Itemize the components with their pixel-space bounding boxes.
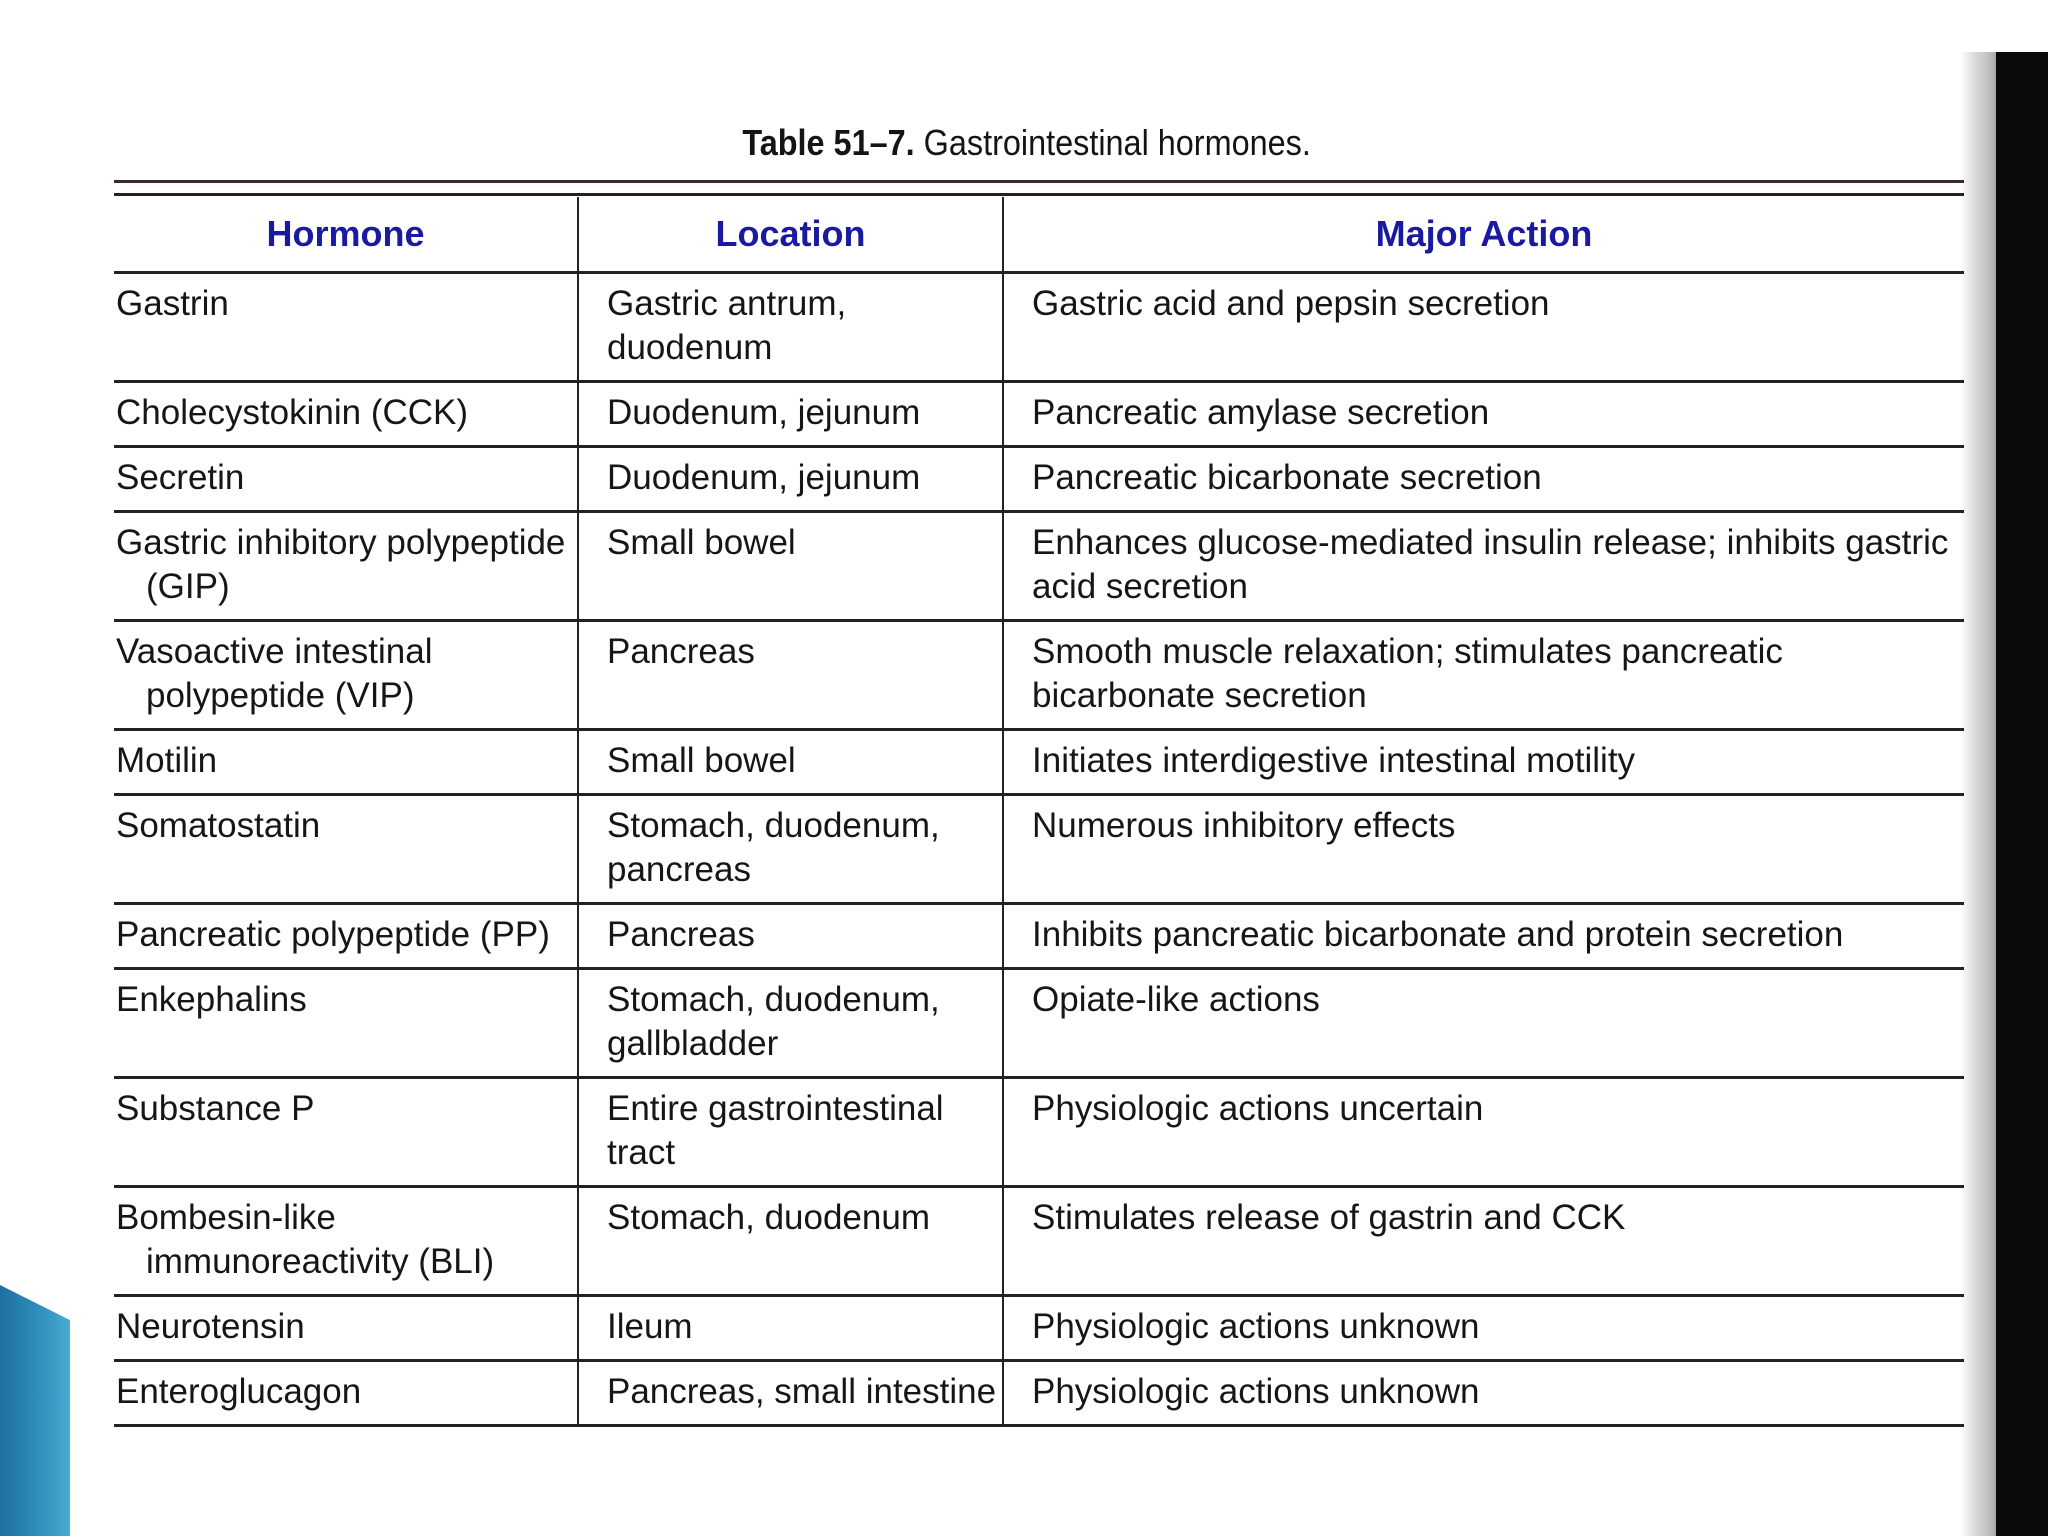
- hormone-cell-text: Motilin: [116, 741, 218, 780]
- table-row: [114, 795, 1964, 904]
- action-cell: [1003, 1078, 1964, 1187]
- location-cell-text: Pancreas: [607, 632, 755, 671]
- location-cell-text: Entire gastrointestinal tract: [607, 1089, 944, 1172]
- action-cell: [1003, 512, 1964, 621]
- table-row: [114, 904, 1964, 969]
- table-row: [114, 1361, 1964, 1426]
- location-cell: [578, 1361, 1003, 1426]
- hormone-cell-text: Substance P: [116, 1089, 315, 1128]
- action-cell: [1003, 382, 1964, 447]
- action-cell: [1003, 730, 1964, 795]
- table-row: [114, 730, 1964, 795]
- location-cell-text: Pancreas: [607, 915, 755, 954]
- table-header-row: [114, 197, 1964, 273]
- action-cell-text: Initiates interdigestive intestinal motility: [1032, 741, 1636, 780]
- title-rule-bottom: [114, 193, 1964, 196]
- book-spine: [1996, 52, 2048, 1536]
- table-body: [114, 273, 1964, 1426]
- hormone-cell-text: Vasoactive intestinal polypeptide (VIP): [116, 632, 433, 715]
- hormone-cell-text: Neurotensin: [116, 1307, 305, 1346]
- table-row: [114, 447, 1964, 512]
- header-hormone: Hormone: [114, 197, 578, 273]
- location-cell: [578, 621, 1003, 730]
- table-row: [114, 969, 1964, 1078]
- slide-accent-shape: [0, 1285, 70, 1536]
- location-cell: [578, 969, 1003, 1078]
- location-cell: [578, 904, 1003, 969]
- table-caption: Gastrointestinal hormones.: [923, 122, 1311, 163]
- location-cell: [578, 382, 1003, 447]
- table-row: [114, 512, 1964, 621]
- hormone-cell-text: Cholecystokinin (CCK): [116, 393, 469, 432]
- table-number: Table 51–7.: [742, 122, 915, 163]
- title-rule-top: [114, 180, 1964, 183]
- hormone-cell-text: Secretin: [116, 458, 245, 497]
- hormone-cell: [114, 273, 578, 382]
- action-cell: [1003, 1361, 1964, 1426]
- hormone-cell: [114, 730, 578, 795]
- hormone-cell-text: Gastrin: [116, 284, 229, 323]
- location-cell-text: Stomach, duodenum: [607, 1198, 930, 1237]
- action-cell-text: Physiologic actions uncertain: [1032, 1089, 1484, 1128]
- action-cell: [1003, 904, 1964, 969]
- action-cell-text: Inhibits pancreatic bicarbonate and protein secretion: [1032, 915, 1844, 954]
- location-cell: [578, 795, 1003, 904]
- book-edge-shadow: [1960, 52, 2000, 1536]
- hormone-cell-text: Pancreatic polypeptide (PP): [116, 915, 550, 954]
- action-cell-text: Pancreatic bicarbonate secretion: [1032, 458, 1542, 497]
- hormone-cell: [114, 795, 578, 904]
- header-location: Location: [578, 197, 1003, 273]
- location-cell: [578, 273, 1003, 382]
- action-cell: [1003, 621, 1964, 730]
- location-cell: [578, 1078, 1003, 1187]
- hormone-cell: [114, 512, 578, 621]
- hormone-cell: [114, 969, 578, 1078]
- action-cell-text: Opiate-like actions: [1032, 980, 1320, 1019]
- action-cell-text: Numerous inhibitory effects: [1032, 806, 1456, 845]
- location-cell-text: Pancreas, small intestine: [607, 1372, 997, 1411]
- action-cell: [1003, 795, 1964, 904]
- hormone-cell: [114, 382, 578, 447]
- action-cell: [1003, 969, 1964, 1078]
- location-cell: [578, 512, 1003, 621]
- hormone-cell-text: Enkephalins: [116, 980, 307, 1019]
- location-cell-text: Stomach, duodenum, gallbladder: [607, 980, 940, 1063]
- hormone-cell: [114, 1361, 578, 1426]
- action-cell-text: Stimulates release of gastrin and CCK: [1032, 1198, 1626, 1237]
- header-major-action: Major Action: [1003, 197, 1964, 273]
- table-row: [114, 273, 1964, 382]
- hormone-cell: [114, 1187, 578, 1296]
- hormone-cell: [114, 1078, 578, 1187]
- location-cell: [578, 730, 1003, 795]
- hormone-cell: [114, 904, 578, 969]
- hormone-cell: [114, 447, 578, 512]
- hormone-table: [114, 197, 1964, 1427]
- hormone-cell-text: Gastric inhibitory polypeptide (GIP): [116, 523, 566, 606]
- table-row: [114, 382, 1964, 447]
- action-cell-text: Smooth muscle relaxation; stimulates pancreatic bicarbonate secretion: [1032, 632, 1783, 715]
- table-title: [105, 122, 1948, 164]
- hormone-cell-text: Somatostatin: [116, 806, 321, 845]
- location-cell-text: Duodenum, jejunum: [607, 393, 921, 432]
- action-cell-text: Pancreatic amylase secretion: [1032, 393, 1490, 432]
- table-row: [114, 1187, 1964, 1296]
- action-cell: [1003, 1296, 1964, 1361]
- action-cell-text: Physiologic actions unknown: [1032, 1372, 1480, 1411]
- location-cell-text: Small bowel: [607, 523, 796, 562]
- action-cell: [1003, 447, 1964, 512]
- location-cell-text: Stomach, duodenum, pancreas: [607, 806, 940, 889]
- hormone-cell-text: Bombesin-like immunoreactivity (BLI): [116, 1198, 495, 1281]
- table-row: [114, 1296, 1964, 1361]
- action-cell: [1003, 1187, 1964, 1296]
- hormone-cell-text: Enteroglucagon: [116, 1372, 362, 1411]
- hormone-cell: [114, 621, 578, 730]
- action-cell-text: Physiologic actions unknown: [1032, 1307, 1480, 1346]
- table-row: [114, 621, 1964, 730]
- location-cell: [578, 1296, 1003, 1361]
- action-cell-text: Enhances glucose-mediated insulin release; inhibits gastric acid secretion: [1032, 523, 1949, 606]
- table-row: [114, 1078, 1964, 1187]
- location-cell-text: Duodenum, jejunum: [607, 458, 921, 497]
- location-cell: [578, 447, 1003, 512]
- location-cell-text: Ileum: [607, 1307, 693, 1346]
- action-cell: [1003, 273, 1964, 382]
- location-cell: [578, 1187, 1003, 1296]
- location-cell-text: Small bowel: [607, 741, 796, 780]
- action-cell-text: Gastric acid and pepsin secretion: [1032, 284, 1550, 323]
- location-cell-text: Gastric antrum, duodenum: [607, 284, 847, 367]
- hormone-cell: [114, 1296, 578, 1361]
